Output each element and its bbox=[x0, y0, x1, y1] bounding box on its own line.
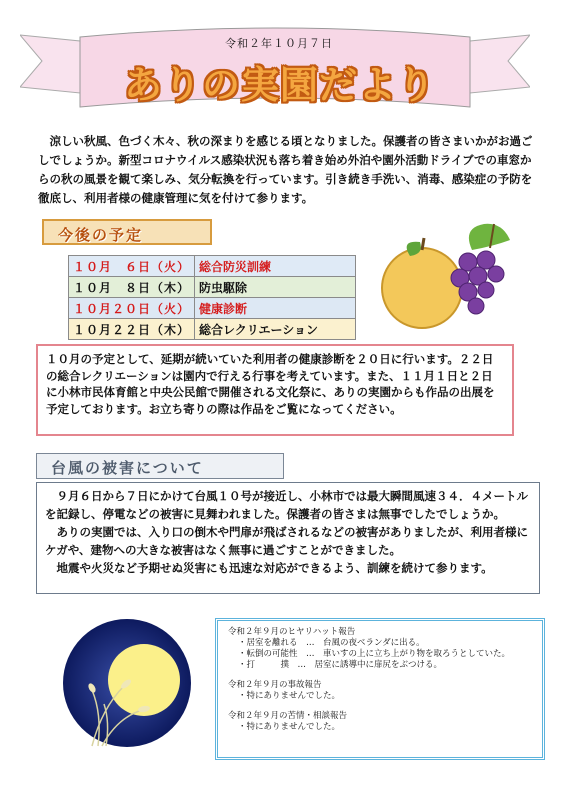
typhoon-heading: 台風の被害について bbox=[36, 453, 284, 479]
schedule-event: 総合防災訓練 bbox=[195, 256, 356, 277]
schedule-table bbox=[68, 255, 356, 340]
schedule-date: １０月 ６日（火） bbox=[69, 256, 195, 277]
list-item: ・特にありませんでした。 bbox=[238, 722, 341, 732]
table-row bbox=[69, 298, 356, 319]
typhoon-report-box bbox=[36, 482, 540, 594]
schedule-date: １０月２２日（木） bbox=[69, 319, 195, 340]
intro-paragraph: 涼しい秋風、色づく木々、秋の深まりを感じる頃となりました。保護者の皆さまいかがお過ごしでしょうか。新型コロナウイルス感染状況も落ち着き始め外泊や園外活動ドライブでの車窓からの秋の風景を観て楽しみ、気分転換を行っています。引き続き手洗い、消毒、感染症の予防を徹底し、利用者様の健康管理に気を付けて参ります。 bbox=[38, 134, 533, 205]
list-item: ・特にありませんでした。 bbox=[238, 691, 341, 701]
complaint-report-title: 令和２年９月の苦情・相談報告 bbox=[228, 711, 348, 721]
list-item: ・転倒の可能性 … 車いすの上に立ち上がり物を取ろうとしていた。 bbox=[238, 649, 511, 659]
pear-grapes-illustration bbox=[372, 210, 522, 330]
schedule-heading: 今後の予定 bbox=[42, 219, 212, 245]
schedule-event: 防虫駆除 bbox=[195, 277, 356, 298]
schedule-event: 総合レクリエーション bbox=[195, 319, 356, 340]
schedule-event: 健康診断 bbox=[195, 298, 356, 319]
typhoon-paragraph-3: 地震や火災など予期せぬ災害にも迅速な対応ができるよう、訓練を続けて参ります。 bbox=[56, 561, 493, 575]
typhoon-paragraph-2: ありの実園では、入り口の倒木や門扉が飛ばされるなどの被害がありましたが、利用者様にケガや、建物への大きな被害はなく無事に過ごすことができました。 bbox=[45, 525, 528, 557]
moon-susuki-illustration bbox=[62, 618, 192, 748]
accident-report-title: 令和２年９月の事故報告 bbox=[228, 680, 322, 690]
list-item: ・打 撲 … 居室に誘導中に扉尻をぶつける。 bbox=[238, 660, 443, 670]
list-item: ・居室を離れる … 台風の夜ベランダに出る。 bbox=[238, 638, 425, 648]
hiyari-report-title: 令和２年９月のヒヤリハット報告 bbox=[228, 627, 356, 637]
table-row bbox=[69, 277, 356, 298]
typhoon-paragraph-1: ９月６日から７日にかけて台風１０号が接近し、小林市では最大瞬間風速３４．４メートルを記録し、停電などの被害に見舞われました。保護者の皆さまは無事でしたでしょうか。 bbox=[45, 489, 528, 521]
schedule-date: １０月 ８日（木） bbox=[69, 277, 195, 298]
newsletter-title: ありの実園だより bbox=[123, 63, 436, 107]
monthly-report-box bbox=[215, 618, 545, 760]
table-row bbox=[69, 319, 356, 340]
schedule-date: １０月２０日（火） bbox=[69, 298, 195, 319]
issue-date: 令和２年１０月７日 bbox=[225, 37, 333, 50]
table-row bbox=[69, 256, 356, 277]
october-schedule-note: １０月の予定として、延期が続いていた利用者の健康診断を２０日に行います。２２日の総合レクリエーションは園内で行える行事を考えています。また、１１月１日と２日に小林市民体育館と中央公民館で開催される文化祭に、ありの実園からも作品の出展を予定しております。お立ち寄りの際は作品をご覧になってください。 bbox=[36, 344, 514, 436]
